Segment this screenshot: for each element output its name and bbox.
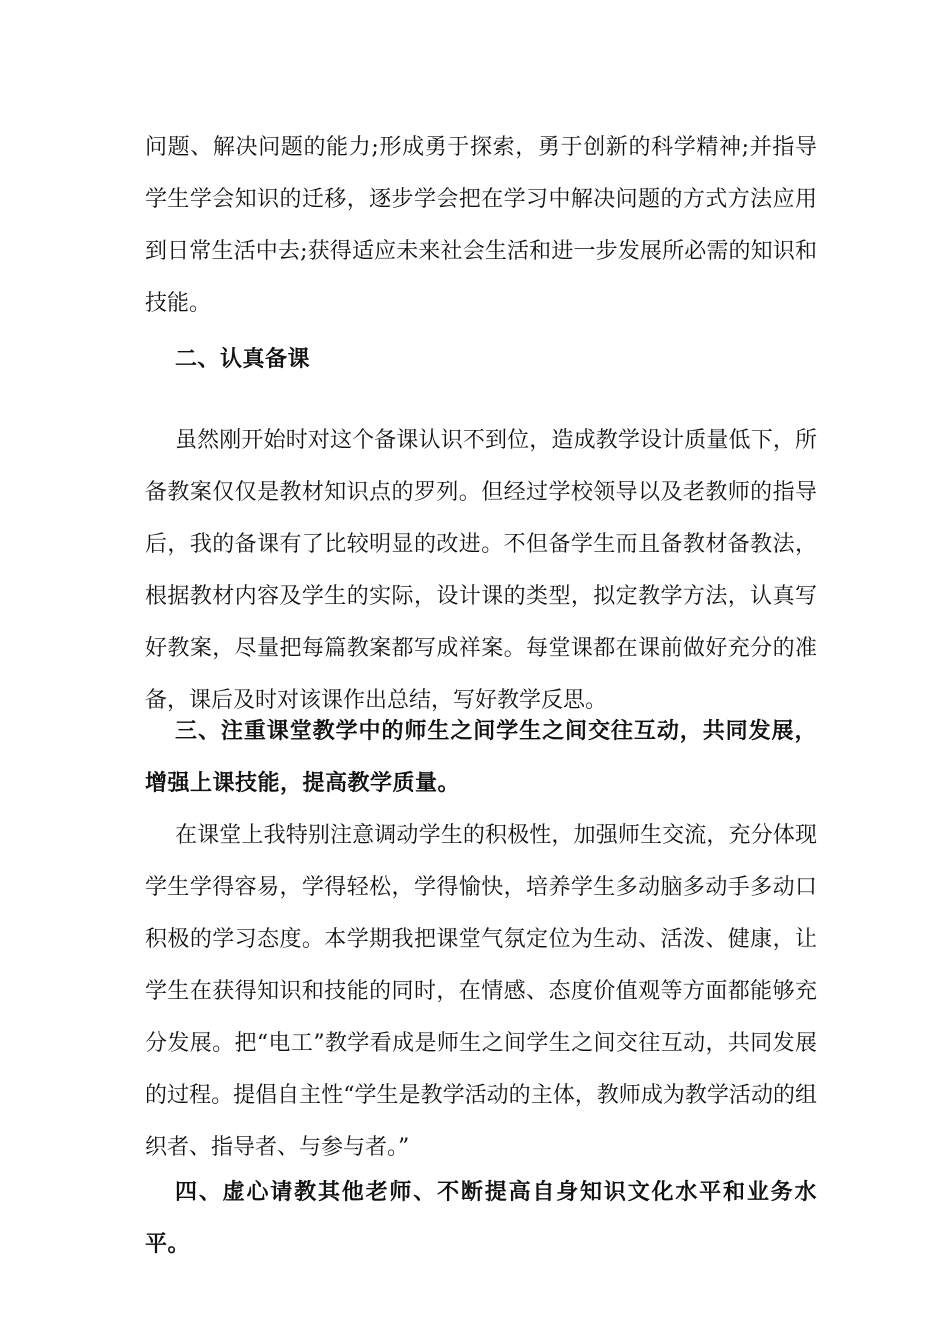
paragraph-continuation: 问题、解决问题的能力;形成勇于探索，勇于创新的科学精神;并指导学生学会知识的迁移，逐步学会把在学习中解决问题的方式方法应用到日常生活中去;获得适应未来社会生活和进一步发展所必需的知识和技能。 (145, 135, 817, 316)
section-heading-2: 二、认真备课 (175, 347, 311, 372)
section-heading-3: 三、注重课堂教学中的师生之间学生之间交往互动，共同发展，增强上课技能，提高教学质量。 (145, 719, 817, 796)
paragraph-classroom: 在课堂上我特别注意调动学生的积极性，加强师生交流，充分体现学生学得容易，学得轻松，学得愉快，培养学生多动脑多动手多动口积极的学习态度。本学期我把课堂气氛定位为生动、活泼、健康，让学生在获得知识和技能的同时，在情感、态度价值观等方面都能够充分发展。把“电工”教学看成是师生之间学生之间交往互动，共同发展的过程。提倡自主性“学生是教学活动的主体，教师成为教学活动的组织者、指导者、与参与者。” (145, 823, 817, 1160)
section-heading-4: 四、虚心请教其他老师、不断提高自身知识文化水平和业务水平。 (145, 1180, 817, 1257)
paragraph-lesson-prep: 虽然刚开始时对这个备课认识不到位，造成教学设计质量低下，所备教案仅仅是教材知识点的罗列。但经过学校领导以及老教师的指导后，我的备课有了比较明显的改进。不但备学生而且备教材备教法，根据教材内容及学生的实际，设计课的类型，拟定教学方法，认真写好教案，尽量把每篇教案都写成祥案。每堂课都在课前做好充分的准备，课后及时对该课作出总结，写好教学反思。 (145, 428, 817, 713)
